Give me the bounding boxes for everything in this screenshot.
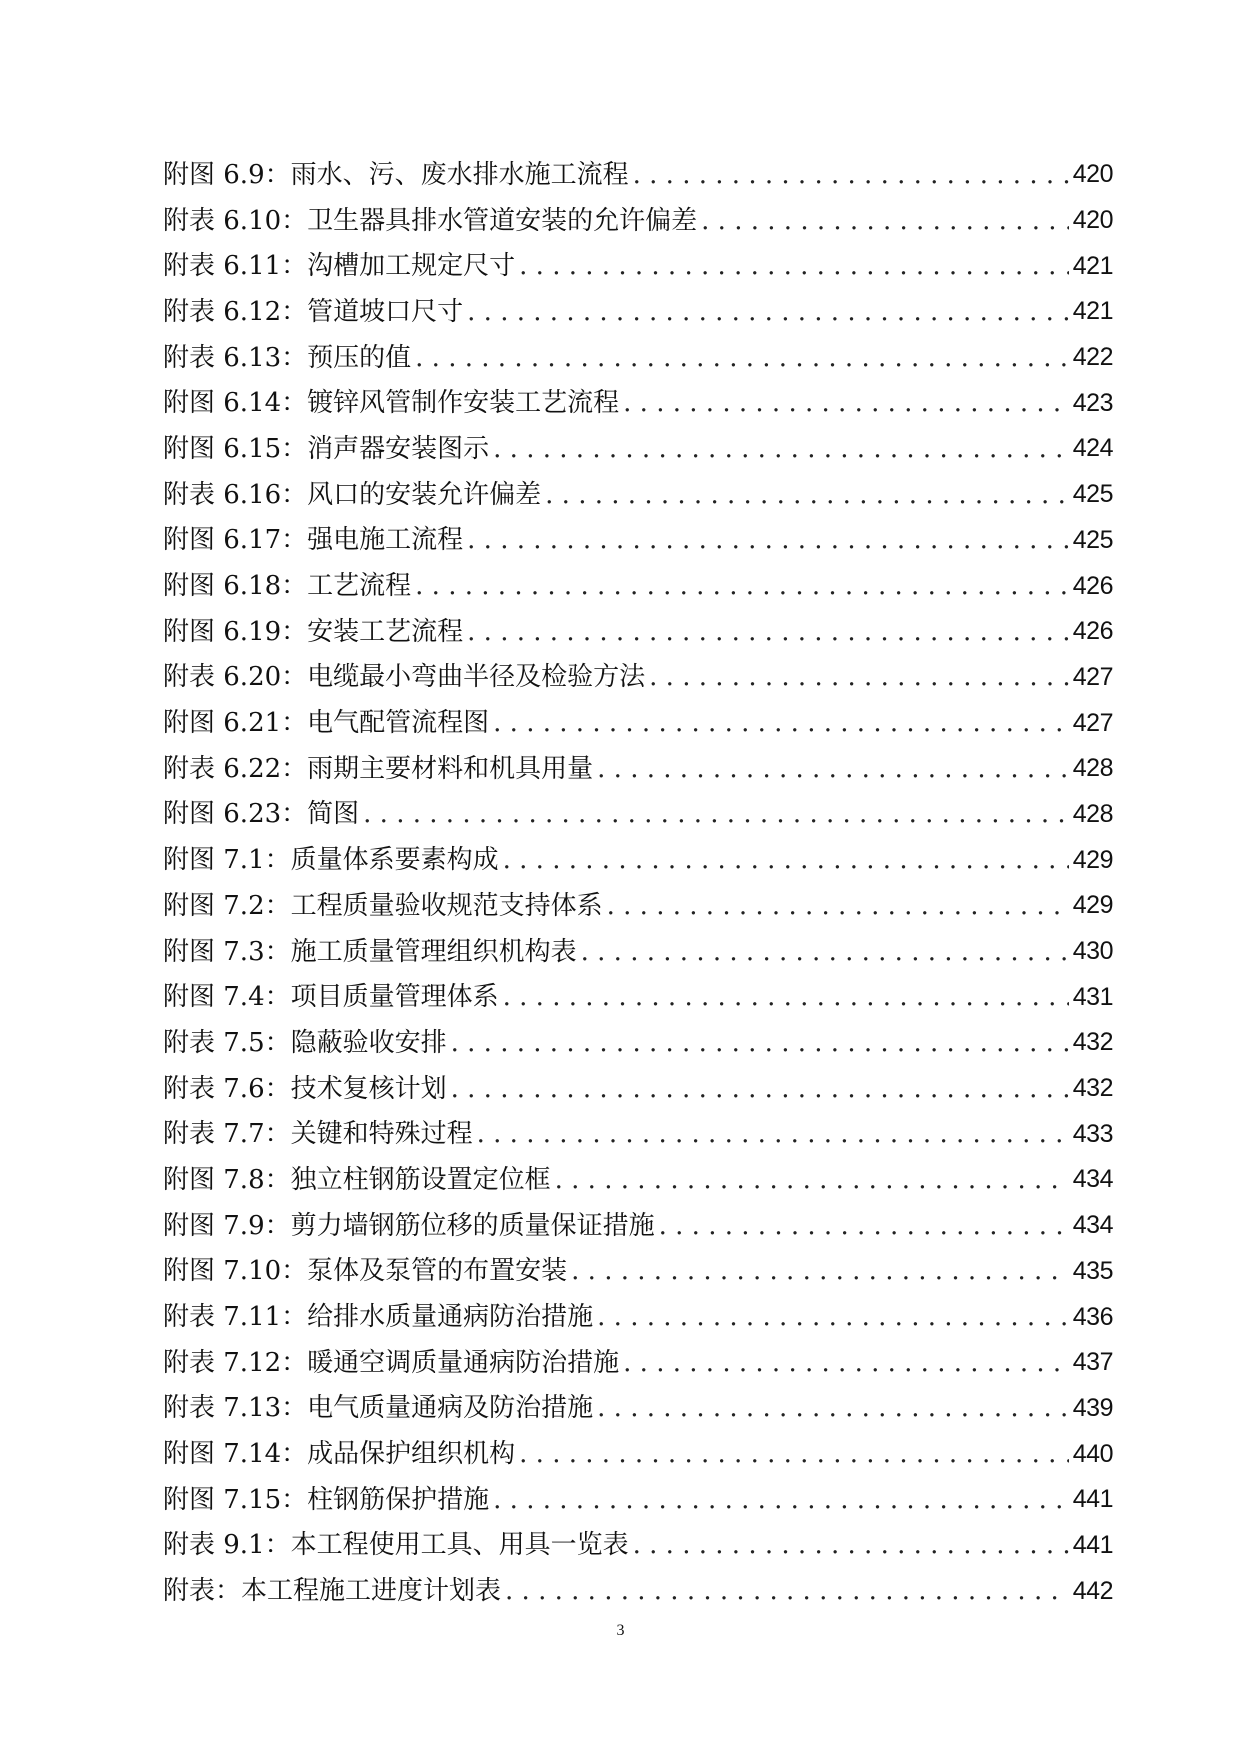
toc-entry-title: 附表 6.22：雨期主要材料和机具用量	[163, 753, 594, 784]
toc-entry-page: 441	[1072, 1485, 1113, 1514]
toc-entry-title: 附表 6.11：沟槽加工规定尺寸	[163, 251, 516, 282]
toc-dot-leader	[597, 1304, 1069, 1330]
toc-entry-title: 附表 7.5：隐蔽验收安排	[163, 1027, 447, 1058]
toc-dot-leader	[633, 1532, 1069, 1558]
toc-entry	[163, 198, 1113, 244]
toc-dot-leader	[649, 664, 1069, 690]
toc-entry-page: 440	[1072, 1439, 1113, 1468]
toc-dot-leader	[659, 1213, 1069, 1239]
toc-entry-page: 439	[1072, 1393, 1113, 1422]
toc-entry-title: 附图 6.15：消声器安装图示	[163, 433, 490, 464]
toc-entry	[163, 1523, 1113, 1569]
toc-entry	[163, 609, 1113, 655]
toc-entry-title: 附图 7.9：剪力墙钢筋位移的质量保证措施	[163, 1210, 655, 1241]
toc-entry-page: 426	[1072, 617, 1113, 646]
toc-entry	[163, 929, 1113, 975]
toc-entry-title: 附图 6.19：安装工艺流程	[163, 616, 464, 647]
toc-entry	[163, 152, 1113, 198]
toc-dot-leader	[415, 573, 1069, 599]
toc-entry-page: 436	[1072, 1302, 1113, 1331]
toc-entry-title: 附表 7.13：电气质量通病及防治措施	[163, 1393, 594, 1424]
toc-dot-leader	[415, 345, 1069, 371]
toc-entry	[163, 563, 1113, 609]
toc-entry	[163, 289, 1113, 335]
toc-entry-title: 附表 6.16：风口的安装允许偏差	[163, 479, 542, 510]
toc-entry	[163, 518, 1113, 564]
toc-entry	[163, 426, 1113, 472]
toc-dot-leader	[633, 162, 1069, 188]
toc-entry-title: 附图 6.23：简图	[163, 799, 360, 830]
toc-entry	[163, 380, 1113, 426]
toc-entry-page: 442	[1072, 1576, 1113, 1605]
toc-dot-leader	[467, 619, 1069, 645]
toc-entry-title: 附图 6.21：电气配管流程图	[163, 708, 490, 739]
toc-entry-title: 附图 7.1：质量体系要素构成	[163, 845, 499, 876]
toc-dot-leader	[467, 527, 1069, 553]
toc-entry-title: 附表 7.11：给排水质量通病防治措施	[163, 1302, 594, 1333]
toc-dot-leader	[555, 1167, 1069, 1193]
toc-entry-title: 附表：本工程施工进度计划表	[163, 1576, 502, 1607]
toc-dot-leader	[701, 208, 1069, 234]
toc-entry-page: 441	[1072, 1530, 1113, 1559]
toc-entry-page: 427	[1072, 662, 1113, 691]
toc-dot-leader	[493, 710, 1069, 736]
toc-entry-title: 附图 7.4：项目质量管理体系	[163, 982, 499, 1013]
toc-entry	[163, 883, 1113, 929]
toc-entry	[163, 1386, 1113, 1432]
toc-entry	[163, 1111, 1113, 1157]
toc-entry-title: 附表 7.6：技术复核计划	[163, 1073, 447, 1104]
toc-entry-page: 435	[1072, 1256, 1113, 1285]
toc-entry	[163, 472, 1113, 518]
toc-dot-leader	[571, 1258, 1069, 1284]
toc-entry	[163, 1066, 1113, 1112]
toc-entry-title: 附表 6.10：卫生器具排水管道安装的允许偏差	[163, 205, 698, 236]
toc-dot-leader	[545, 482, 1069, 508]
toc-entry-page: 423	[1072, 388, 1113, 417]
toc-dot-leader	[467, 299, 1069, 325]
toc-entry-title: 附图 7.8：独立柱钢筋设置定位框	[163, 1164, 551, 1195]
toc-entry	[163, 1431, 1113, 1477]
toc-dot-leader	[505, 1578, 1069, 1604]
toc-entry-page: 428	[1072, 799, 1113, 828]
toc-entry-title: 附图 7.2：工程质量验收规范支持体系	[163, 890, 603, 921]
toc-entry-title: 附图 6.18：工艺流程	[163, 571, 412, 602]
toc-dot-leader	[451, 1076, 1069, 1102]
toc-dot-leader	[363, 801, 1069, 827]
toc-entry-title: 附图 7.14：成品保护组织机构	[163, 1439, 516, 1470]
toc-entry	[163, 1203, 1113, 1249]
toc-entry-page: 434	[1072, 1211, 1113, 1240]
toc-entry-page: 422	[1072, 343, 1113, 372]
toc-dot-leader	[581, 939, 1069, 965]
toc-entry-title: 附表 7.12：暖通空调质量通病防治措施	[163, 1347, 620, 1378]
toc-entry	[163, 1294, 1113, 1340]
toc-dot-leader	[607, 893, 1069, 919]
toc-entry	[163, 1568, 1113, 1614]
toc-dot-leader	[477, 1121, 1069, 1147]
toc-entry-page: 425	[1072, 525, 1113, 554]
toc-entry	[163, 837, 1113, 883]
toc-entry-page: 428	[1072, 754, 1113, 783]
toc-dot-leader	[493, 1487, 1069, 1513]
toc-entry	[163, 1249, 1113, 1295]
toc-entry-page: 431	[1072, 982, 1113, 1011]
toc-dot-leader	[451, 1030, 1069, 1056]
toc-entry-title: 附图 6.14：镀锌风管制作安装工艺流程	[163, 388, 620, 419]
toc-entry	[163, 1340, 1113, 1386]
toc-entry	[163, 1477, 1113, 1523]
toc-dot-leader	[519, 1441, 1069, 1467]
toc-entry-page: 432	[1072, 1028, 1113, 1057]
toc-dot-leader	[519, 253, 1069, 279]
toc-entry-page: 433	[1072, 1119, 1113, 1148]
toc-dot-leader	[493, 436, 1069, 462]
toc-dot-leader	[623, 1350, 1069, 1376]
toc-entry-page: 434	[1072, 1165, 1113, 1194]
toc-entry-title: 附图 7.3：施工质量管理组织机构表	[163, 936, 577, 967]
toc-entry	[163, 792, 1113, 838]
toc-entry-title: 附表 6.12：管道坡口尺寸	[163, 296, 464, 327]
toc-entry	[163, 655, 1113, 701]
toc-entry	[163, 1157, 1113, 1203]
toc-entry-page: 421	[1072, 251, 1113, 280]
toc-entry-page: 430	[1072, 937, 1113, 966]
toc-entry	[163, 243, 1113, 289]
toc-entry-title: 附图 7.15：柱钢筋保护措施	[163, 1484, 490, 1515]
toc-entry-title: 附表 6.20：电缆最小弯曲半径及检验方法	[163, 662, 646, 693]
toc-entry-page: 437	[1072, 1348, 1113, 1377]
toc-entry	[163, 335, 1113, 381]
toc-entry-page: 429	[1072, 891, 1113, 920]
toc-entry-page: 421	[1072, 297, 1113, 326]
toc-entry-title: 附图 7.10：泵体及泵管的布置安装	[163, 1256, 568, 1287]
toc-entry-page: 427	[1072, 708, 1113, 737]
toc-dot-leader	[503, 847, 1069, 873]
page-number: 3	[616, 1622, 625, 1639]
toc-entry-page: 425	[1072, 480, 1113, 509]
toc-entry-page: 429	[1072, 845, 1113, 874]
toc-entry-page: 424	[1072, 434, 1113, 463]
toc-entry	[163, 746, 1113, 792]
toc-dot-leader	[623, 390, 1069, 416]
toc-entry-title: 附表 6.13：预压的值	[163, 342, 412, 373]
toc-dot-leader	[503, 984, 1069, 1010]
toc-entry-page: 420	[1072, 160, 1113, 189]
toc-entry-title: 附表 9.1：本工程使用工具、用具一览表	[163, 1530, 629, 1561]
toc-entry-title: 附图 6.17：强电施工流程	[163, 525, 464, 556]
toc-entry	[163, 700, 1113, 746]
toc-entry-page: 426	[1072, 571, 1113, 600]
toc-entry	[163, 1020, 1113, 1066]
toc-entry-title: 附图 6.9：雨水、污、废水排水施工流程	[163, 159, 629, 190]
toc-entry-page: 432	[1072, 1074, 1113, 1103]
toc-entry-page: 420	[1072, 206, 1113, 235]
table-of-contents	[163, 152, 1113, 1614]
toc-dot-leader	[597, 756, 1069, 782]
toc-dot-leader	[597, 1395, 1069, 1421]
toc-entry	[163, 974, 1113, 1020]
toc-entry-title: 附表 7.7：关键和特殊过程	[163, 1119, 473, 1150]
